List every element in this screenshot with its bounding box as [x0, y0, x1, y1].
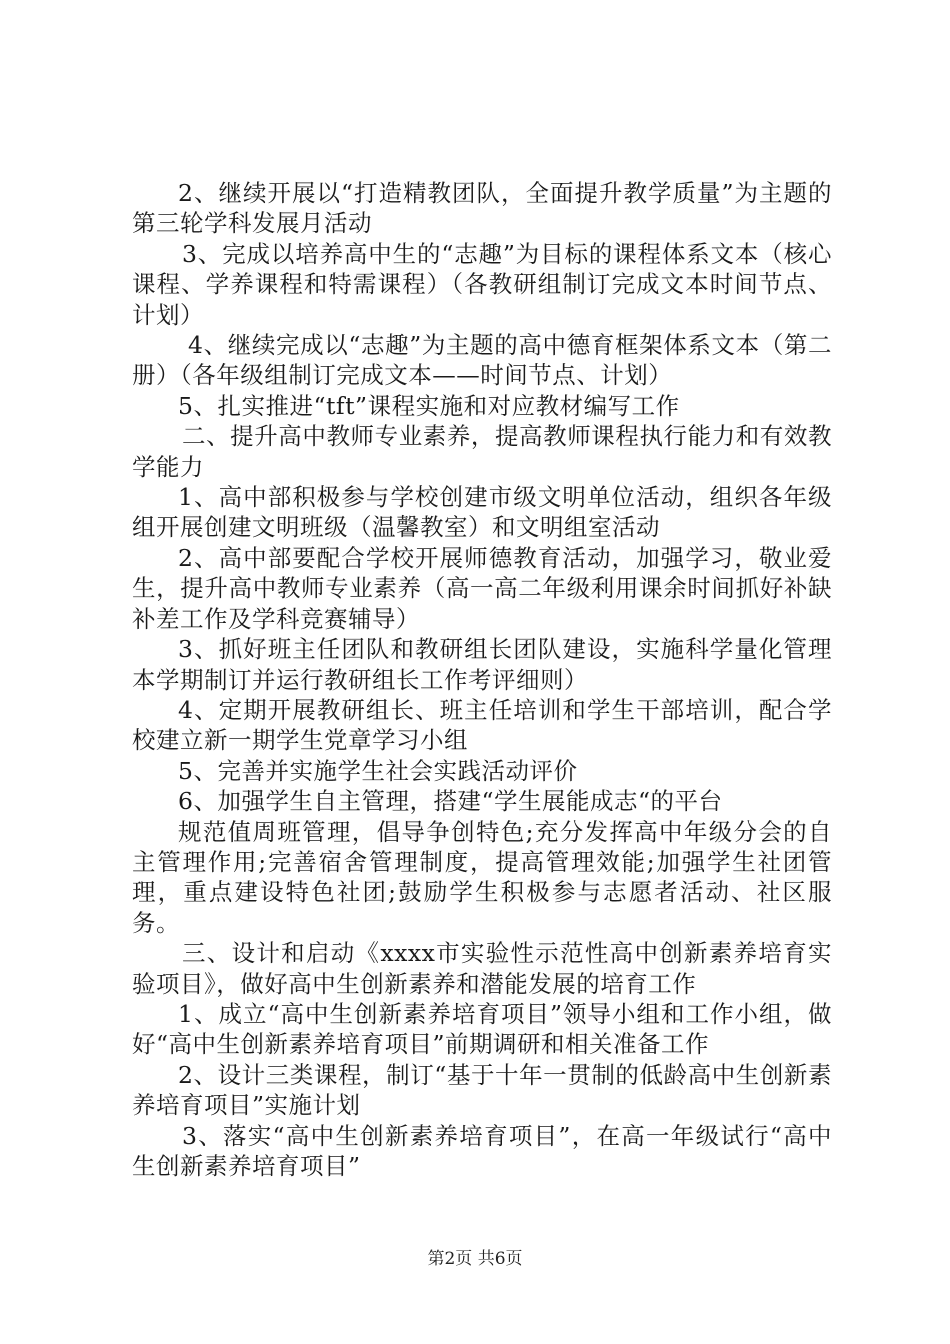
section-heading: 三、设计和启动《xxxx市实验性示范性高中创新素养培育实验项目》，做好高中生创新素养和潜能发展的培育工作 — [132, 939, 832, 998]
paragraph: 3、落实“高中生创新素养培育项目”，在高一年级试行“高中生创新素养培育项目” — [132, 1121, 832, 1180]
section-heading: 二、提升高中教师专业素养，提高教师课程执行能力和有效教学能力 — [132, 422, 832, 481]
paragraph: 5、完善并实施学生社会实践活动评价 — [178, 756, 578, 785]
paragraph: 1、成立“高中生创新素养培育项目”领导小组和工作小组，做好“高中生创新素养培育项目”前期调研和相关准备工作 — [132, 999, 832, 1059]
paragraph: 2、继续开展以“打造精教团队，全面提升教学质量”为主题的第三轮学科发展月活动 — [132, 179, 832, 238]
paragraph: 4、定期开展教研组长、班主任培训和学生干部培训，配合学校建立新一期学生党章学习小组 — [132, 695, 832, 755]
paragraph: 6、加强学生自主管理，搭建“学生展能成志“的平台 — [178, 787, 723, 816]
paragraph: 5、扎实推进“tft”课程实施和对应教材编写工作 — [178, 391, 680, 420]
paragraph: 3、抓好班主任团队和教研组长团队建设，实施科学量化管理本学期制订并运行教研组长工作考评细则） — [132, 635, 832, 694]
paragraph: 2、高中部要配合学校开展师德教育活动，加强学习，敬业爱生，提升高中教师专业素养（高一高二年级利用课余时间抓好补缺补差工作及学科竞赛辅导） — [132, 543, 832, 633]
paragraph: 3、完成以培养高中生的“志趣”为目标的课程体系文本（核心课程、学养课程和特需课程）（各教研组制订完成文本时间节点、计划） — [132, 239, 832, 329]
paragraph: 2、设计三类课程，制订“基于十年一贯制的低龄高中生创新素养培育项目”实施计划 — [132, 1060, 832, 1120]
paragraph: 4、继续完成以“志趣”为主题的高中德育框架体系文本（第二册）（各年级组制订完成文本——时间节点、计划） — [132, 331, 832, 390]
paragraph: 规范值周班管理，倡导争创特色;充分发挥高中年级分会的自主管理作用;完善宿舍管理制度，提高管理效能;加强学生社团管理，重点建设特色社团;鼓励学生积极参与志愿者活动、社区服务。 — [132, 817, 832, 937]
page-number: 第2页 共6页 — [427, 1249, 523, 1269]
page-footer — [0, 1244, 950, 1269]
document-body — [132, 178, 832, 1181]
paragraph: 1、高中部积极参与学校创建市级文明单位活动，组织各年级组开展创建文明班级（温馨教室）和文明组室活动 — [132, 483, 832, 542]
